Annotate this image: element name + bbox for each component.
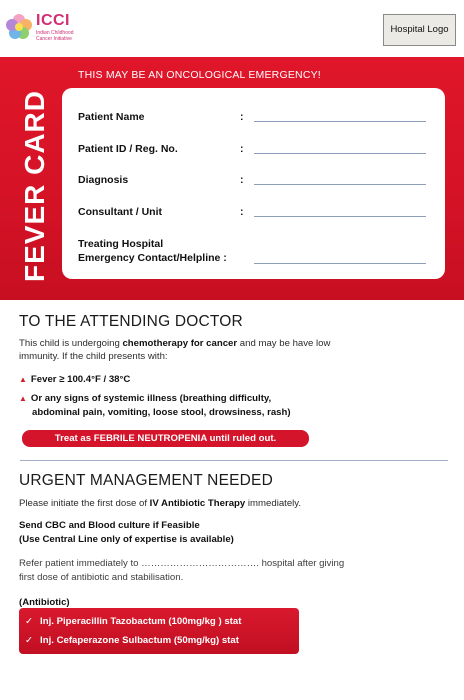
central-line-note: (Use Central Line only of expertise is available) <box>19 534 234 545</box>
colon: : <box>240 174 244 186</box>
patient-id-label: Patient ID / Reg. No. <box>78 143 178 155</box>
hospital-contact-label-line2: Emergency Contact/Helpline : <box>78 252 227 264</box>
section-divider <box>20 460 448 461</box>
febrile-neutropenia-alert: Treat as FEBRILE NEUTROPENIA until ruled out. <box>22 430 309 447</box>
hospital-contact-field[interactable] <box>254 263 426 264</box>
warning-triangle-icon: ▲ <box>19 394 27 403</box>
colon: : <box>240 206 244 218</box>
flower-logo-icon <box>4 12 34 42</box>
antibiotic-label: (Antibiotic) <box>19 597 70 608</box>
logo-subtitle: Indian Childhood Cancer Initiative <box>36 30 74 42</box>
fever-criterion: ▲ Fever ≥ 100.4°F / 38°C <box>19 374 131 385</box>
intro-text-line2: immunity. If the child presents with: <box>19 351 168 362</box>
attending-doctor-heading: TO THE ATTENDING DOCTOR <box>19 313 243 330</box>
patient-id-field[interactable] <box>254 153 426 154</box>
logo-title: ICCI <box>36 12 70 29</box>
hospital-logo-placeholder: Hospital Logo <box>383 14 456 46</box>
antibiotic-option-1: ✓ Inj. Piperacillin Tazobactum (100mg/kg ) stat <box>25 616 242 627</box>
consultant-unit-field[interactable] <box>254 216 426 217</box>
antibiotic-options <box>19 608 299 654</box>
check-icon: ✓ <box>25 635 34 646</box>
diagnosis-label: Diagnosis <box>78 174 129 186</box>
antibiotic-option-2: ✓ Inj. Cefaperazone Sulbactum (50mg/kg) stat <box>25 635 239 646</box>
systemic-illness-criterion-line2: abdominal pain, vomiting, loose stool, drowsiness, rash) <box>32 407 291 418</box>
warning-triangle-icon: ▲ <box>19 375 27 384</box>
patient-details-form <box>62 88 445 279</box>
referral-instruction-line2: first dose of antibiotic and stabilisation. <box>19 572 184 583</box>
hospital-contact-label-line1: Treating Hospital <box>78 238 164 250</box>
systemic-illness-criterion: ▲ Or any signs of systemic illness (breathing difficulty, <box>19 393 272 404</box>
card-title: FEVER CARD <box>19 90 50 283</box>
colon: : <box>240 143 244 155</box>
iv-antibiotic-instruction: Please initiate the first dose of IV Antibiotic Therapy immediately. <box>19 498 302 509</box>
intro-text: This child is undergoing chemotherapy for cancer and may be have low <box>19 338 331 349</box>
cbc-instruction: Send CBC and Blood culture if Feasible <box>19 520 200 531</box>
check-icon: ✓ <box>25 616 34 627</box>
diagnosis-field[interactable] <box>254 184 426 185</box>
urgent-management-heading: URGENT MANAGEMENT NEEDED <box>19 472 273 489</box>
emergency-warning: THIS MAY BE AN ONCOLOGICAL EMERGENCY! <box>78 69 321 81</box>
colon: : <box>240 111 244 123</box>
patient-name-field[interactable] <box>254 121 426 122</box>
patient-name-label: Patient Name <box>78 111 145 123</box>
referral-instruction: Refer patient immediately to ………………………………. hospital after giving <box>19 558 345 569</box>
icci-logo <box>4 12 84 46</box>
consultant-unit-label: Consultant / Unit <box>78 206 162 218</box>
